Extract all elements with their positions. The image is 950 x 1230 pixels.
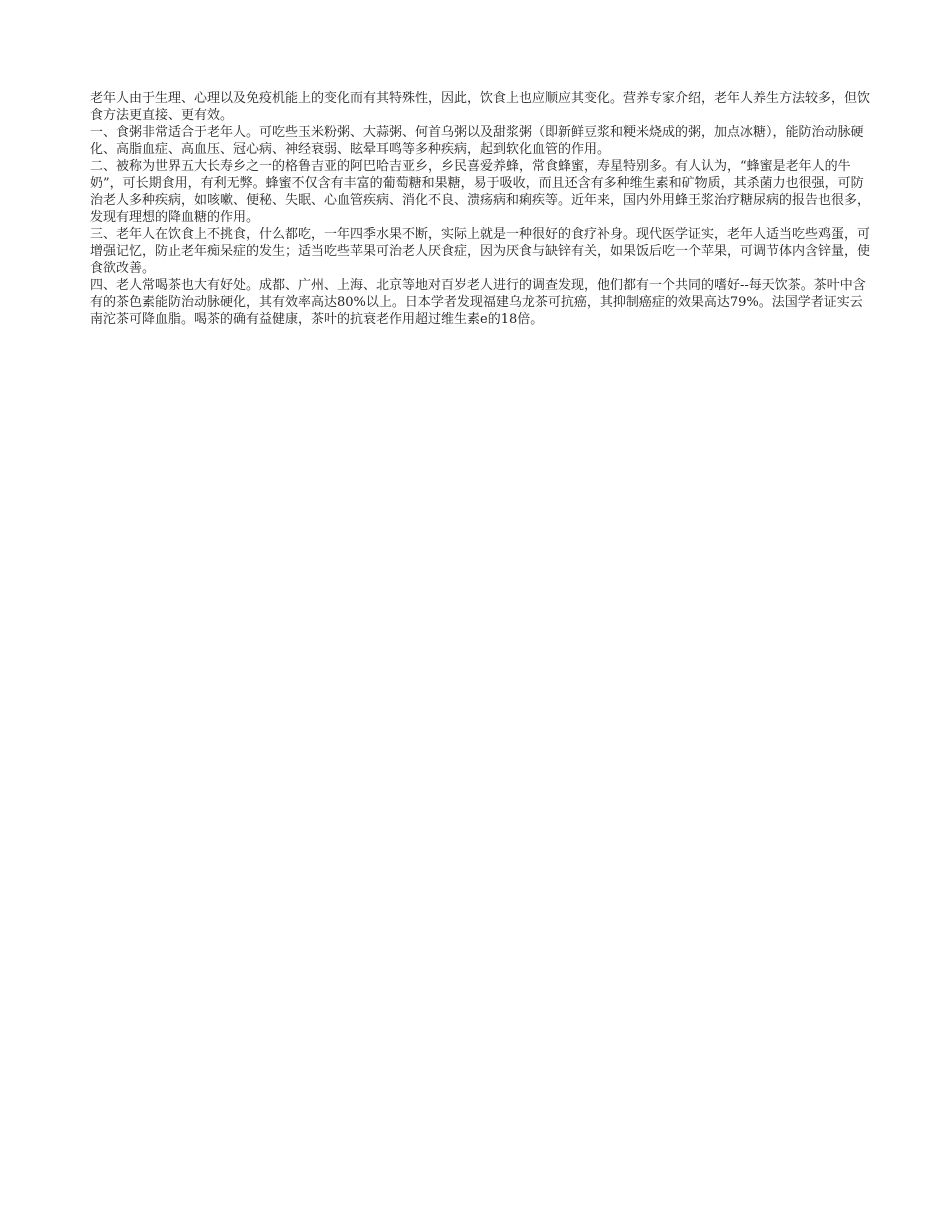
document-body	[90, 90, 870, 328]
paragraph-porridge: 一、食粥非常适合于老年人。可吃些玉米粉粥、大蒜粥、何首乌粥以及甜浆粥（即新鲜豆浆和粳米烧成的粥，加点冰糖），能防治动脉硬化、高脂血症、高血压、冠心病、神经衰弱、眩晕耳鸣等多种疾病，起到软化血管的作用。	[90, 125, 864, 157]
paragraph-honey: 二、被称为世界五大长寿乡之一的格鲁吉亚的阿巴哈吉亚乡，乡民喜爱养蜂，常食蜂蜜，寿星特别多。有人认为，“蜂蜜是老年人的牛奶”，可长期食用，有利无弊。蜂蜜不仅含有丰富的葡萄糖和果糖，易于吸收，而且还含有多种维生素和矿物质，其杀菌力也很强，可防治老人多种疾病，如咳嗽、便秘、失眠、心血管疾病、消化不良、溃疡病和痢疾等。近年来，国内外用蜂王浆治疗糖尿病的报告也很多，发现有理想的降血糖的作用。	[90, 159, 871, 225]
paragraph-tea: 四、老人常喝茶也大有好处。成都、广州、上海、北京等地对百岁老人进行的调查发现，他们都有一个共同的嗜好--每天饮茶。茶叶中含有的茶色素能防治动脉硬化，其有效率高达80%以上。日本学者发现福建乌龙茶可抗癌，其抑制癌症的效果高达79%。法国学者证实云南沱茶可降血脂。喝茶的确有益健康，茶叶的抗衰老作用超过维生素e的18倍。	[90, 278, 866, 327]
paragraph-intro: 老年人由于生理、心理以及免疫机能上的变化而有其特殊性，因此，饮食上也应顺应其变化。营养专家介绍，老年人养生方法较多，但饮食方法更直接、更有效。	[90, 91, 871, 123]
paragraph-diet-variety: 三、老年人在饮食上不挑食，什么都吃，一年四季水果不断，实际上就是一种很好的食疗补身。现代医学证实，老年人适当吃些鸡蛋，可增强记忆，防止老年痴呆症的发生；适当吃些苹果可治老人厌食症，因为厌食与缺锌有关，如果饭后吃一个苹果，可调节体内含锌量，使食欲改善。	[90, 227, 871, 276]
